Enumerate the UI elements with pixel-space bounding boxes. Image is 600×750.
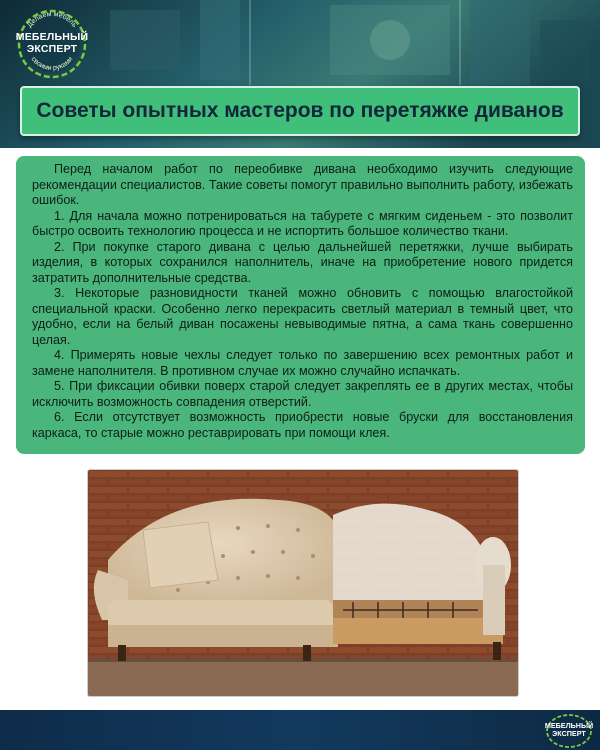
tips-text-box: [16, 156, 585, 454]
paragraph-tip-1: 1. Для начала можно потренироваться на табурете с мягким сиденьем - это позволит быстро освоить технологию процесса и не испортить большое количество ткани.: [32, 208, 573, 238]
logo-top-arc: Делаем мебель: [26, 10, 78, 29]
brand-logo: [14, 6, 90, 82]
title-box: [20, 86, 580, 136]
footer-logo-line1: МЕБЕЛЬНЫЙ: [544, 721, 594, 730]
logo-line2: ЭКСПЕРТ: [26, 43, 78, 55]
logo-bottom-arc: своими руками: [29, 55, 75, 73]
paragraph-intro: Перед началом работ по переобивке дивана необходимо изучить следующие рекомендации специалистов. Такие советы помогут правильно выполнить работу, избежать ошибок.: [32, 162, 573, 207]
footer-logo: [543, 713, 595, 749]
paragraph-tip-2: 2. При покупке старого дивана с целью дальнейшей перетяжки, лучше выбирать изделия, в которых сохранился наполнитель, иначе на приобретение нового придется затратить дополнительные средства.: [32, 239, 573, 285]
paragraph-tip-3: 3. Некоторые разновидности тканей можно обновить с помощью влагостойкой специальной краски. Особенно легко перекрасить светлый материал в темный цвет, что удобно, если на белый диван посажены невыводимые пятна, а сама ткань совершенно целая.: [32, 286, 573, 347]
page-title: Советы опытных мастеров по перетяжке диванов: [36, 99, 564, 122]
paragraph-tip-6: 6. Если отсутствует возможность приобрести новые бруски для восстановления каркаса, то старые можно реставрировать при помощи клея.: [32, 410, 573, 440]
footer-bar: [0, 710, 600, 750]
logo-line1: МЕБЕЛЬНЫЙ: [15, 31, 89, 43]
paragraph-tip-4: 4. Примерять новые чехлы следует только по завершению всех ремонтных работ и замене наполнителя. В противном случае их можно случайно испачкать.: [32, 348, 573, 378]
paragraph-tip-5: 5. При фиксации обивки поверх старой следует закреплять ее в других местах, чтобы исключить возможность совпадения отверстий.: [32, 379, 573, 409]
footer-logo-line2: ЭКСПЕРТ: [552, 729, 586, 738]
header-banner: [0, 0, 600, 148]
sofa-photo: [88, 470, 518, 696]
sofa-illustration: [88, 470, 518, 696]
